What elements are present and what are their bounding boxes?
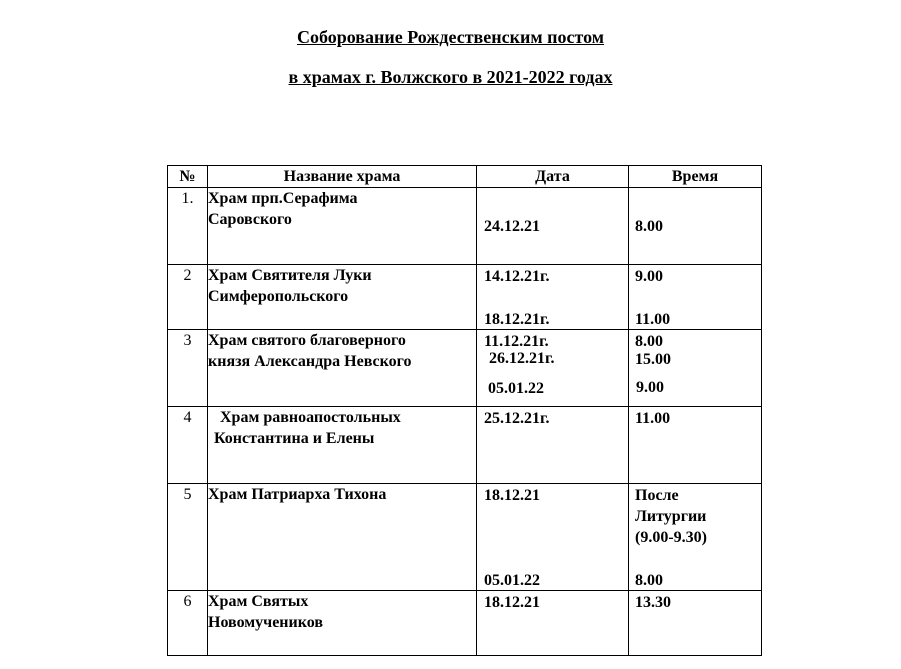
table-row xyxy=(168,484,762,591)
church-name-line: Новомучеников xyxy=(208,614,323,631)
row-number: 4 xyxy=(168,407,208,484)
date-value: 18.12.21 xyxy=(484,487,540,504)
table-row xyxy=(168,188,762,265)
date-value: 11.12.21г. xyxy=(484,333,549,350)
church-name-line: князя Александра Невского xyxy=(208,353,412,370)
row-number: 6 xyxy=(168,591,208,656)
row-number: 2 xyxy=(168,265,208,330)
time-cell xyxy=(629,484,762,591)
date-cell xyxy=(477,591,629,656)
header-church-name: Название храма xyxy=(208,166,477,188)
table-header-row xyxy=(168,166,762,188)
church-name-line: Храм Святых xyxy=(208,593,309,610)
time-value: 11.00 xyxy=(635,311,671,328)
church-name xyxy=(208,265,477,330)
row-number: 1. xyxy=(168,188,208,265)
time-value: 11.00 xyxy=(635,410,671,427)
time-cell xyxy=(629,407,762,484)
table-row xyxy=(168,591,762,656)
date-value: 24.12.21 xyxy=(484,218,540,235)
church-name xyxy=(208,330,477,407)
date-value: 18.12.21г. xyxy=(484,311,550,328)
church-name xyxy=(208,591,477,656)
date-value: 05.01.22 xyxy=(484,572,540,589)
church-name-line: Храм равноапостольных xyxy=(220,409,401,426)
row-number: 5 xyxy=(168,484,208,591)
table-row xyxy=(168,265,762,330)
header-number: № xyxy=(168,166,208,188)
table-row xyxy=(168,407,762,484)
time-value: 9.00 xyxy=(635,268,663,285)
church-name-line: Храм Святителя Луки xyxy=(208,267,372,284)
page-title-line-1: Соборование Рождественским постом xyxy=(296,27,605,47)
date-value: 05.01.22 xyxy=(488,380,544,397)
table-row xyxy=(168,330,762,407)
header-date: Дата xyxy=(477,166,629,188)
time-value: 15.00 xyxy=(635,351,671,368)
church-name-line: Храм святого благоверного xyxy=(208,332,406,349)
church-name-line: Храм прп.Серафима xyxy=(208,190,358,207)
church-name-line: Константина и Елены xyxy=(214,430,375,447)
time-value: После xyxy=(635,487,679,504)
time-cell xyxy=(629,591,762,656)
time-cell xyxy=(629,265,762,330)
date-value: 14.12.21г. xyxy=(484,268,550,285)
time-value: 8.00 xyxy=(635,572,663,589)
time-value: 8.00 xyxy=(635,218,663,235)
time-cell xyxy=(629,188,762,265)
church-name-line: Симферопольского xyxy=(208,288,349,305)
date-cell xyxy=(477,484,629,591)
header-time: Время xyxy=(629,166,762,188)
church-name-line: Саровского xyxy=(208,211,292,228)
church-name-line: Храм Патриарха Тихона xyxy=(208,486,387,503)
church-name xyxy=(208,188,477,265)
date-cell xyxy=(477,330,629,407)
church-name xyxy=(208,407,477,484)
date-value: 26.12.21г. xyxy=(489,350,555,367)
date-cell xyxy=(477,407,629,484)
time-value: (9.00-9.30) xyxy=(635,529,707,546)
time-value: 8.00 xyxy=(635,333,663,350)
date-value: 18.12.21 xyxy=(484,594,540,611)
time-value: 13.30 xyxy=(635,594,671,611)
row-number: 3 xyxy=(168,330,208,407)
date-value: 25.12.21г. xyxy=(484,410,550,427)
time-value: 9.00 xyxy=(636,379,664,396)
time-value: Литургии xyxy=(635,508,707,525)
date-cell xyxy=(477,188,629,265)
churches-schedule-table xyxy=(167,165,762,656)
date-cell xyxy=(477,265,629,330)
time-cell xyxy=(629,330,762,407)
page-title-line-2: в храмах г. Волжского в 2021-2022 годах xyxy=(288,67,613,87)
church-name xyxy=(208,484,477,591)
